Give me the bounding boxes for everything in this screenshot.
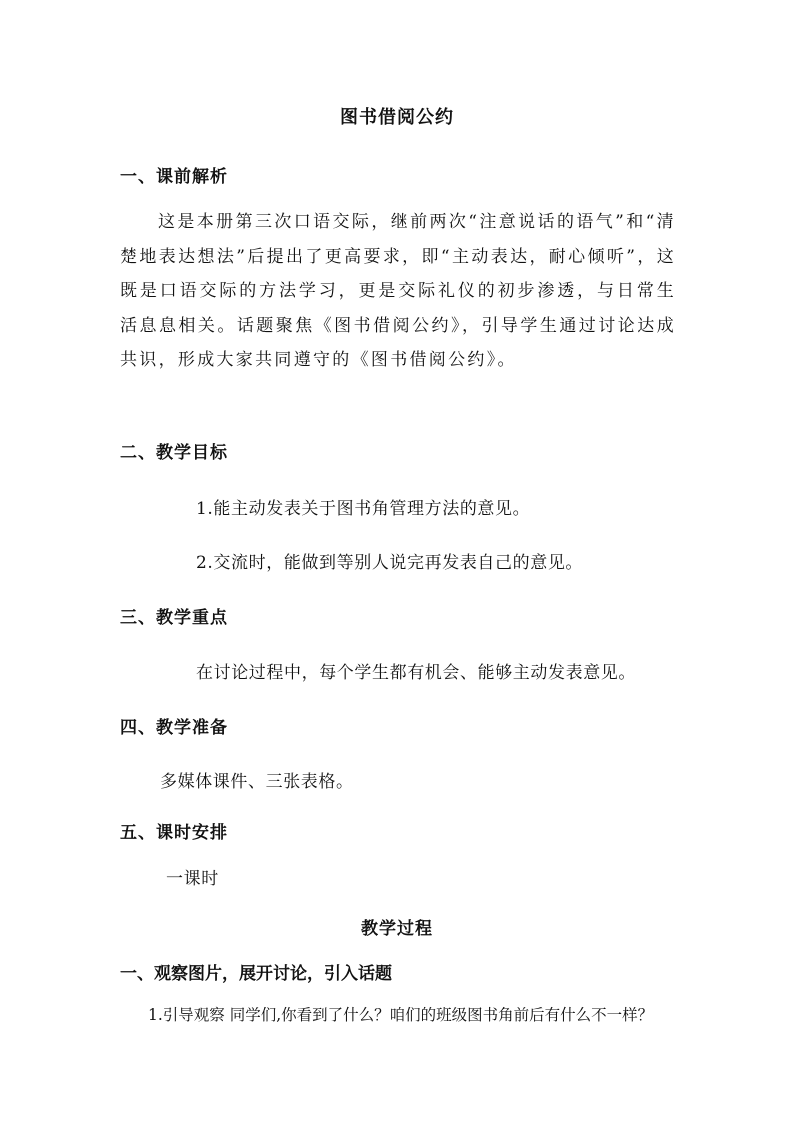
section-heading-key-point: 三、教学重点 [120,608,228,628]
schedule-text: 一课时 [166,869,219,889]
section-heading-goals: 二、教学目标 [120,443,228,463]
analysis-paragraph: 这是本册第三次口语交际，继前两次“注意说话的语气”和“清楚地表达想法”后提出了更高要求，即“主动表达，耐心倾听”，这既是口语交际的方法学习，更是交际礼仪的初步渗透，与日常生活息息相关。话题聚焦《图书借阅公约》，引导学生通过讨论达成共识，形成大家共同遵守的《图书借阅公约》。 [120,212,676,370]
preparation-text: 多媒体课件、三张表格。 [160,772,354,792]
document-title: 图书借阅公约 [340,107,454,128]
key-point-text: 在讨论过程中，每个学生都有机会、能够主动发表意见。 [196,663,636,683]
process-step-1: 1.引导观察 同学们,你看到了什么？咱们的班级图书角前后有什么不一样？ [148,1006,654,1024]
goal-item-2: 2.交流时，能做到等别人说完再发表自己的意见。 [196,553,584,573]
section-heading-preparation: 四、教学准备 [120,718,228,738]
section-heading-analysis: 一、课前解析 [120,167,228,187]
process-section-heading: 一、观察图片，展开讨论，引入话题 [120,964,392,984]
goal-item-1: 1.能主动发表关于图书角管理方法的意见。 [196,499,531,519]
section-heading-schedule: 五、课时安排 [120,823,228,843]
process-title: 教学过程 [361,919,433,939]
